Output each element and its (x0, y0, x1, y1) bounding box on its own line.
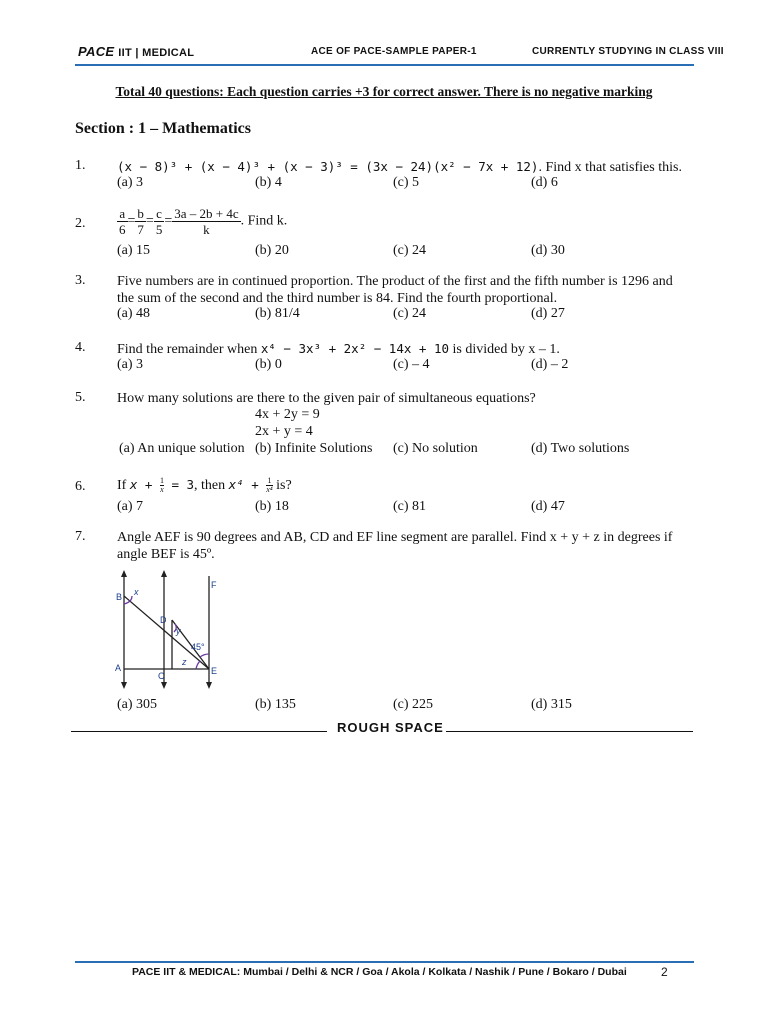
option-a: (a) 3 (117, 175, 144, 190)
option-a: (a) 3 (117, 357, 144, 372)
arrow-head (121, 682, 127, 689)
question-number: 1. (75, 158, 86, 173)
rough-divider-right (446, 731, 693, 732)
section-title: Section : 1 – Mathematics (75, 120, 251, 137)
fraction: $\frac{c}{5}$ (155, 206, 163, 237)
option-c: (c) 24 (393, 243, 427, 258)
option-c: (c) 5 (393, 175, 420, 190)
option-b: (b) 20 (255, 243, 289, 258)
question-text-pre: Find the remainder when (117, 342, 261, 357)
label-c: C (158, 671, 165, 681)
rough-divider-left (71, 731, 327, 732)
page-number: 2 (661, 965, 668, 979)
question-math: x⁴ − 3x³ + 2x² − 14x + 10 (260, 341, 450, 356)
option-a: (a) 7 (117, 499, 144, 514)
question-text-post: is divided by x – 1. (449, 342, 560, 357)
label-x: x (134, 587, 139, 597)
fraction: $\frac{a}{6}$ (119, 206, 126, 237)
label-b: B (116, 592, 123, 602)
arc-z (196, 661, 200, 669)
footer-text: PACE IIT & MEDICAL: Mumbai / Delhi & NCR / Goa / Akola / Kolkata / Nashik / Pune / Bokaro / Dubai (132, 966, 627, 978)
option-b: (b) 0 (255, 357, 282, 372)
question-number: 4. (75, 340, 86, 355)
option-b: (b) 135 (255, 697, 296, 712)
option-c: (c) 81 (393, 499, 427, 514)
question-number: 5. (75, 390, 86, 405)
pace-logo: PACE (78, 44, 115, 59)
header-divider (75, 64, 694, 66)
option-d: (d) 30 (531, 243, 565, 258)
rough-space-label: ROUGH SPACE (337, 720, 444, 735)
option-c: (c) 24 (393, 306, 427, 321)
brand-text: IIT | MEDICAL (118, 47, 195, 59)
instructions-banner: Total 40 questions: Each question carries +3 for correct answer. There is no negative marking (115, 84, 653, 99)
arrow-head (121, 570, 127, 577)
fraction: $\frac{b}{7}$ (137, 206, 144, 237)
option-d: (d) 27 (531, 306, 565, 321)
option-c: (c) – 4 (393, 357, 430, 372)
header-logo (78, 44, 194, 59)
question-math: (x − 8)³ + (x − 4)³ + (x − 3)³ = (3x − 24)(x² − 7x + 12) (117, 159, 539, 174)
fraction: $\frac{1}{\text{x⁴}}$ (266, 476, 273, 495)
label-f: F (211, 580, 217, 590)
question-text-tail: . Find k. (240, 213, 288, 229)
question-text: If x + $\frac{1}{x} = 3$, then x⁴ + $\frac{1}{\text{x⁴}}$ is? (117, 476, 292, 495)
option-a: (a) 48 (117, 306, 151, 321)
option-c: (c) 225 (393, 697, 434, 712)
option-b: (b) 81/4 (255, 306, 300, 321)
class-info: CURRENTLY STUDYING IN CLASS VIII (532, 46, 724, 57)
question-number: 7. (75, 529, 86, 544)
option-b: (b) Infinite Solutions (255, 441, 373, 456)
paper-title: ACE OF PACE-SAMPLE PAPER-1 (311, 46, 477, 57)
question-text (117, 158, 697, 176)
question-text: How many solutions are there to the given pair of simultaneous equations? (117, 391, 536, 406)
arc-45 (200, 654, 209, 657)
arrow-head (206, 682, 212, 689)
option-d: (d) 47 (531, 499, 565, 514)
question-number: 2. (75, 216, 86, 231)
option-d: (d) 6 (531, 175, 558, 190)
label-d: D (160, 615, 167, 625)
option-a: (a) 305 (117, 697, 158, 712)
option-d: (d) 315 (531, 697, 572, 712)
question-text-tail: . Find x that satisfies this. (538, 160, 682, 175)
option-d: (d) Two solutions (531, 441, 630, 456)
question-text (117, 340, 697, 358)
fraction: $\frac{1}{x}$ (159, 476, 164, 495)
option-a: (a) 15 (117, 243, 151, 258)
arrow-head (161, 570, 167, 577)
fraction: $\frac{3a - 2b + 4c}{k}$ (174, 206, 239, 237)
arrow-head (161, 682, 167, 689)
question-number: 6. (75, 479, 86, 494)
label-45: 45° (191, 642, 205, 652)
question-text: $\frac{a}{6}$ = $\frac{b}{7}$ = $\frac{c}{5}$ = $\frac{3a - 2b + 4c}{k}$ . Find k. (119, 206, 288, 237)
label-a: A (115, 663, 122, 673)
label-y: y (176, 626, 181, 636)
equation-2: 2x + y = 4 (255, 424, 313, 439)
footer-divider (75, 961, 694, 963)
question-number: 3. (75, 273, 86, 288)
option-a: (a) An unique solution (119, 441, 245, 456)
geometry-figure (112, 568, 222, 690)
question-text: Five numbers are in continued proportion. The product of the first and the fifth number is 1296 and the sum of the second and the third number is 84. Find the fourth proportional. (117, 274, 673, 306)
option-b: (b) 4 (255, 175, 282, 190)
option-d: (d) – 2 (531, 357, 569, 372)
option-c: (c) No solution (393, 441, 478, 456)
label-e: E (211, 666, 218, 676)
equation-1: 4x + 2y = 9 (255, 407, 320, 422)
option-b: (b) 18 (255, 499, 289, 514)
line-be (124, 596, 209, 669)
label-z: z (182, 657, 187, 667)
question-text: Angle AEF is 90 degrees and AB, CD and EF line segment are parallel. Find x + y + z in degrees if angle BEF is 45º. (117, 530, 673, 562)
